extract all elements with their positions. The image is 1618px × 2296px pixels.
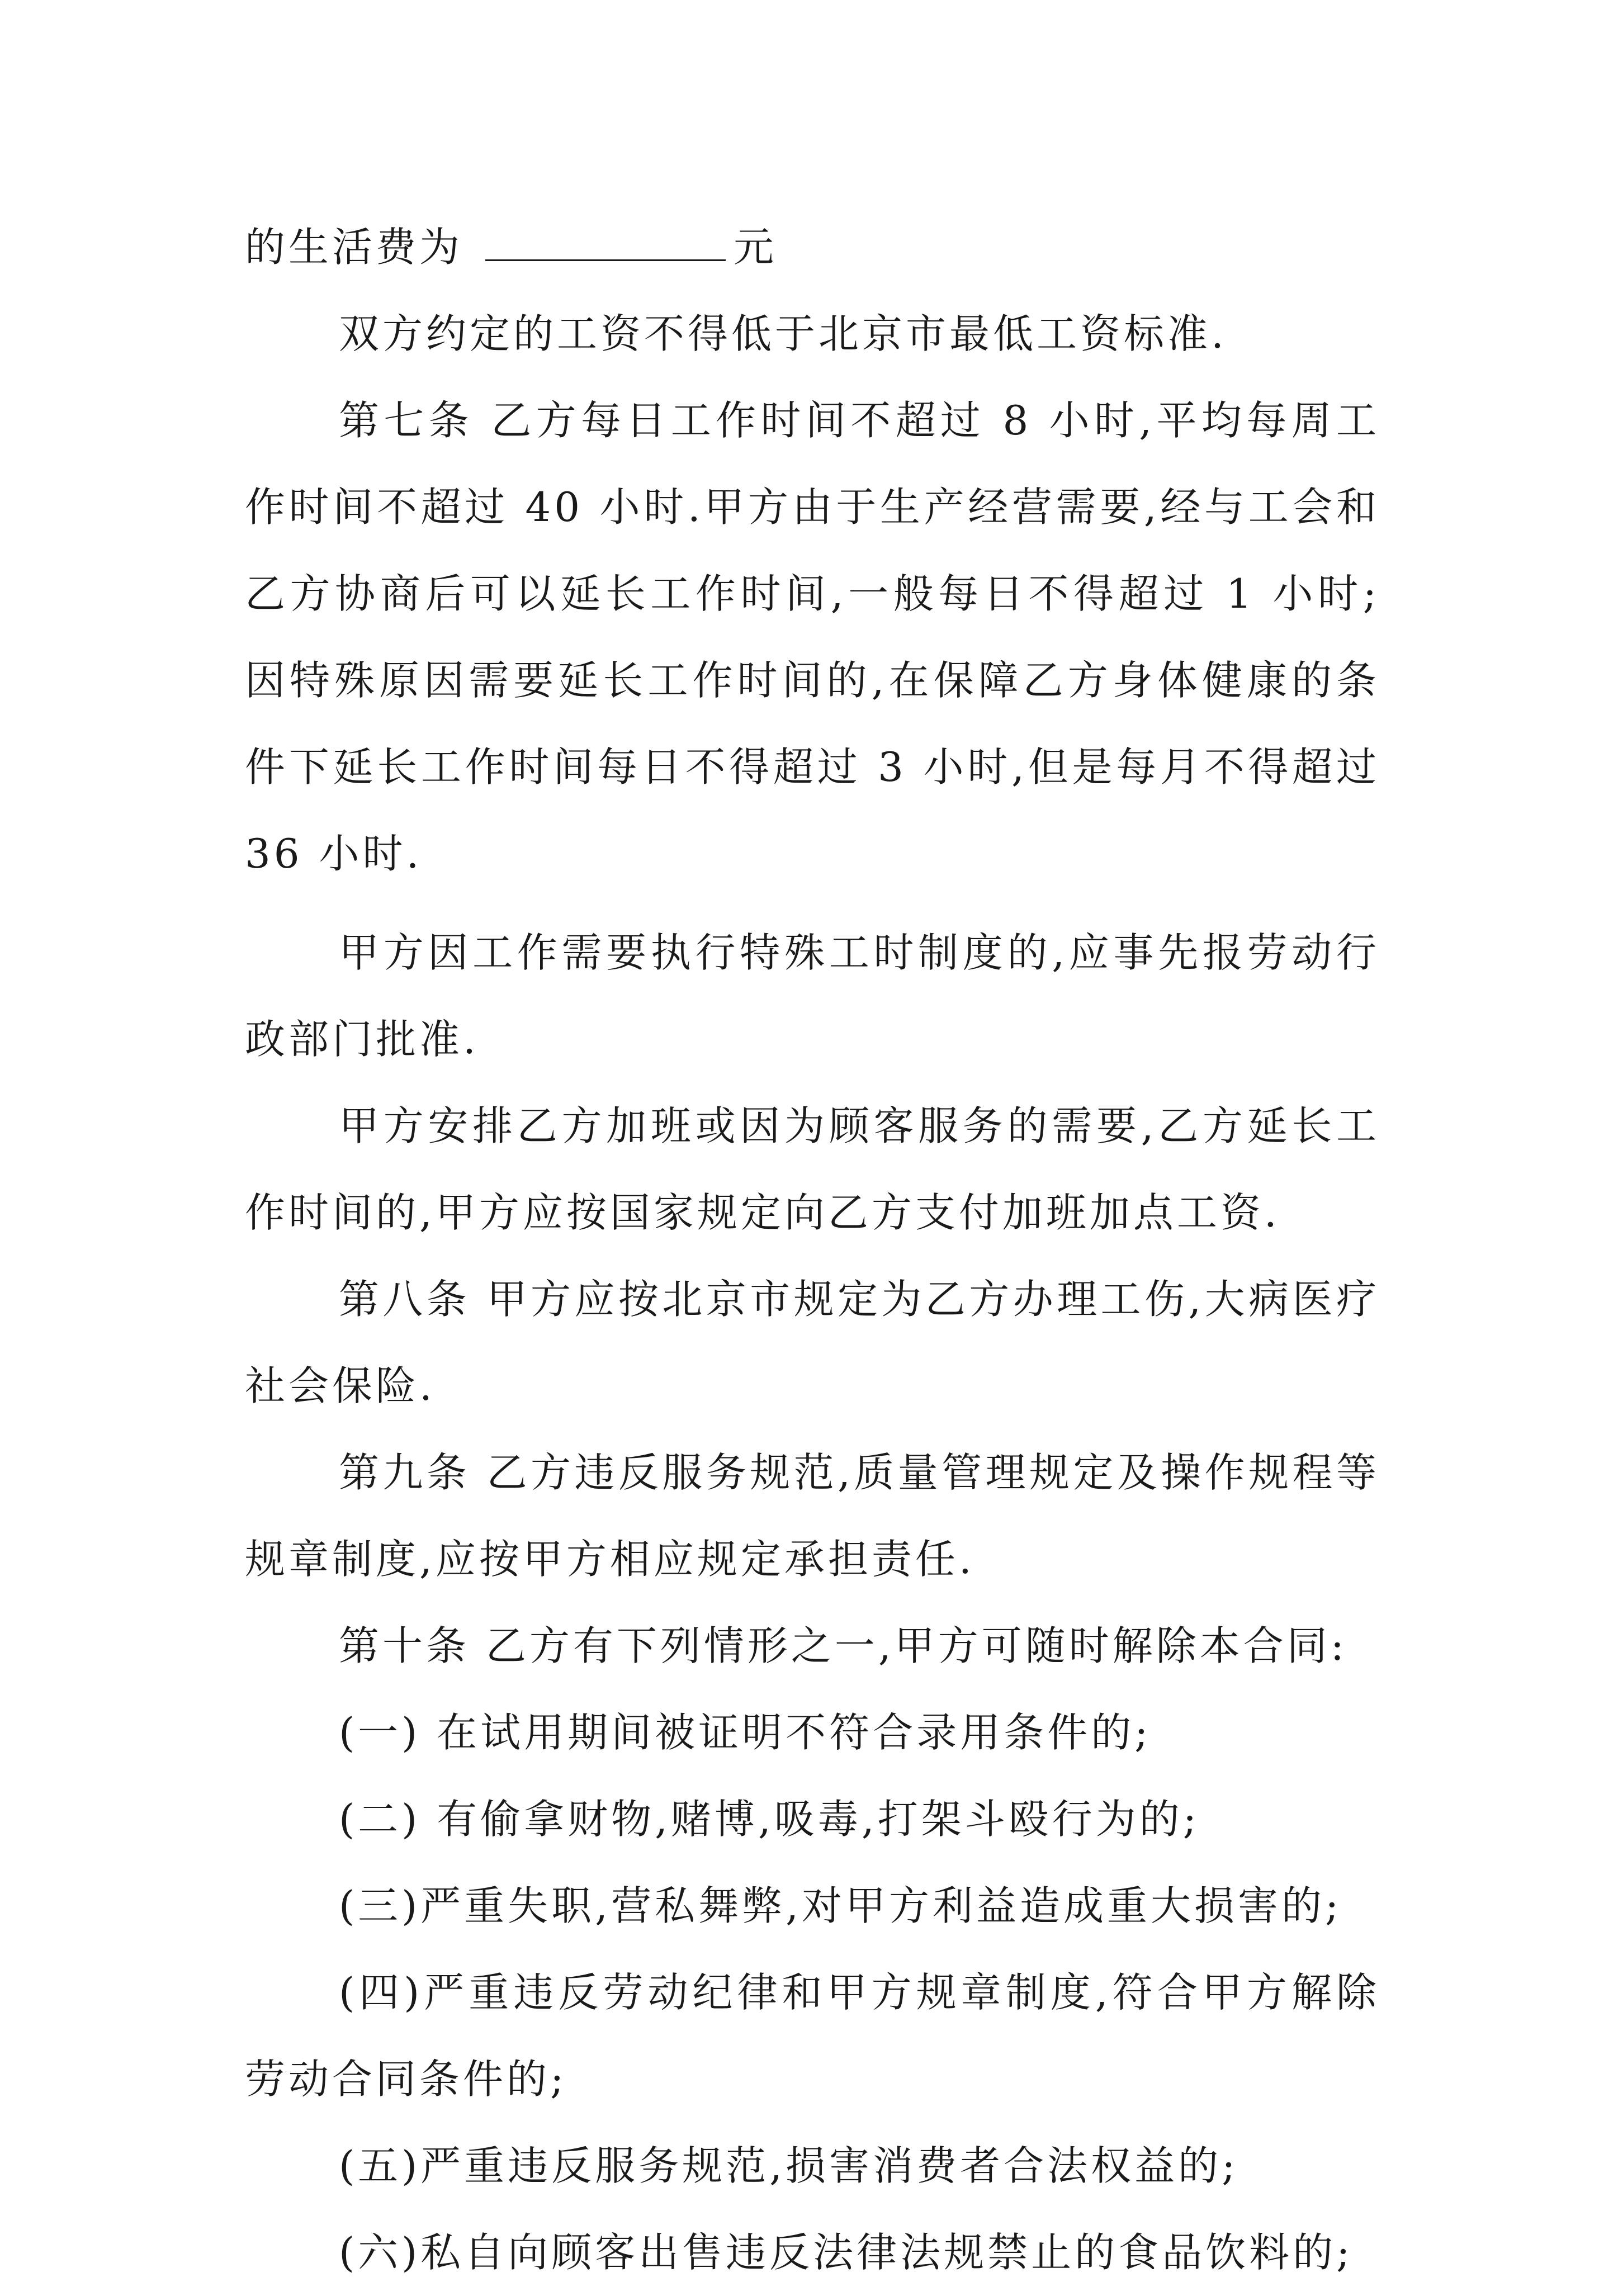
living-expense-suffix: 元 xyxy=(734,224,778,271)
list-item-1: (一) 在试用期间被证明不符合录用条件的; xyxy=(339,1709,1152,1756)
document-body xyxy=(245,204,1380,2296)
list-item-5: (五)严重违反服务规范,损害消费者合法权益的; xyxy=(339,2142,1239,2189)
living-expense-line xyxy=(245,204,1380,291)
paragraph-overtime-pay: 甲方安排乙方加班或因为顾客服务的需要,乙方延长工作时间的,甲方应按国家规定向乙方支付加班加点工资. xyxy=(245,1102,1380,1236)
paragraph-article-9: 第九条 乙方违反服务规范,质量管理规定及操作规程等规章制度,应按甲方相应规定承担责任. xyxy=(245,1449,1380,1583)
paragraph-wage-standard: 双方约定的工资不得低于北京市最低工资标准. xyxy=(339,310,1227,357)
list-item-3: (三)严重失职,营私舞弊,对甲方利益造成重大损害的; xyxy=(339,1882,1342,1929)
paragraph-article-10: 第十条 乙方有下列情形之一,甲方可随时解除本合同: xyxy=(339,1622,1348,1669)
paragraph-article-8: 第八条 甲方应按北京市规定为乙方办理工伤,大病医疗社会保险. xyxy=(245,1276,1380,1409)
living-expense-blank xyxy=(485,226,726,261)
paragraph-article-7: 第七条 乙方每日工作时间不超过 8 小时,平均每周工作时间不超过 40 小时.甲方由于生产经营需要,经与工会和乙方协商后可以延长工作时间,一般每日不得超过 1 小时;因特殊原因需要延长工作时间的,在保障乙方身体健康的条件下延长工作时间每日不得超过 3 小时,但是每月不得超过 36 小时. xyxy=(245,397,1380,877)
list-item-6: (六)私自向顾客出售违反法律法规禁止的食品饮料的; xyxy=(339,2229,1354,2276)
living-expense-prefix: 的生活费为 xyxy=(245,224,463,271)
list-item-4: (四)严重违反劳动纪律和甲方规章制度,符合甲方解除劳动合同条件的; xyxy=(245,1969,1380,2103)
paragraph-special-hours: 甲方因工作需要执行特殊工时制度的,应事先报劳动行政部门批准. xyxy=(245,929,1380,1063)
list-item-2: (二) 有偷拿财物,赌博,吸毒,打架斗殴行为的; xyxy=(339,1796,1200,1843)
